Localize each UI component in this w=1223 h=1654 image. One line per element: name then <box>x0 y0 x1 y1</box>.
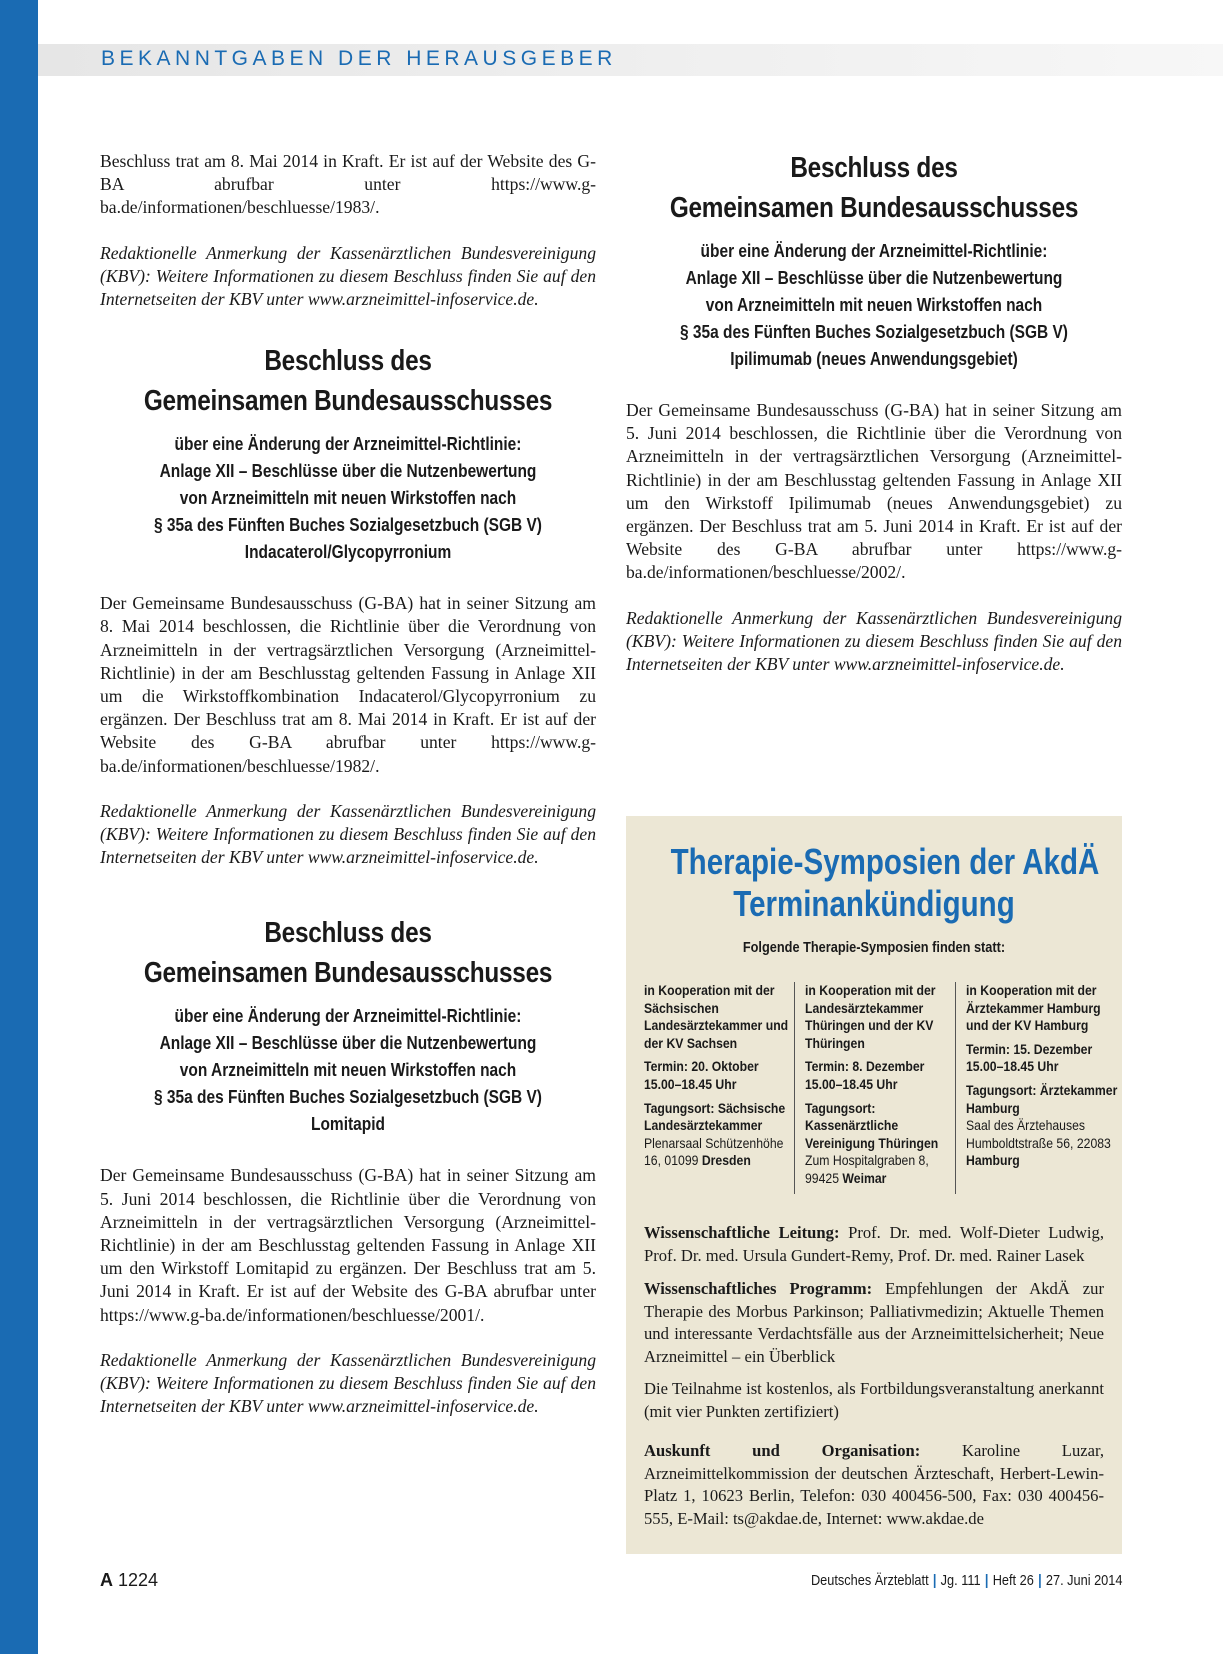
journal-meta <box>811 1572 1122 1589</box>
symposium-event-hamburg <box>966 982 1120 1170</box>
decision-title-line1: Beschluss des <box>264 345 432 378</box>
subtitle-line: Anlage XII – Beschlüsse über die Nutzenbewertung <box>159 1033 537 1054</box>
intro-paragraph: Beschluss trat am 8. Mai 2014 in Kraft. Er ist auf der Website des G-BA abrufbar unter https://www.g-ba.de/informationen/beschluesse/1983/. <box>100 151 596 218</box>
column-divider <box>794 982 795 1194</box>
separator: | <box>1037 1572 1042 1589</box>
substance-name: Indacaterol/Glycopyrronium <box>244 542 452 563</box>
subtitle-line: über eine Änderung der Arzneimittel-Richtlinie: <box>174 1006 522 1027</box>
subtitle-line: § 35a des Fünften Buches Sozialgesetzbuch (SGB V) <box>154 515 542 536</box>
journal-issue: Heft 26 <box>992 1572 1034 1589</box>
symposium-auskunft <box>644 1440 1104 1530</box>
decision-title-line2: Gemeinsamen Bundesausschusses <box>143 385 553 418</box>
symposium-event-weimar <box>805 982 959 1188</box>
symposium-leitung <box>644 1222 1104 1267</box>
editorial-note: Redaktionelle Anmerkung der Kassenärztlichen Bundesvereinigung (KBV): Weitere Informationen zu diesem Beschluss finden Sie auf den Internetseiten der KBV unter www.arzneimittel-infoservice.de. <box>626 607 1122 675</box>
programm-text: Empfehlungen der AkdÄ zur Therapie des Morbus Parkinson; Palliativmedizin; Aktuelle Themen und interessante Verdachtsfälle aus der Arzneimittelsicherheit; Neue Arzneimittel – ein Überblick <box>644 1279 1104 1366</box>
event-venue: Tagungsort: Ärztekammer Hamburg <box>966 1082 1118 1116</box>
page-number <box>100 1570 158 1591</box>
leitung-text: Prof. Dr. med. Wolf-Dieter Ludwig, Prof. Dr. med. Ursula Gundert-Remy, Prof. Dr. med. Rainer Lasek <box>644 1223 1104 1265</box>
substance-name: Ipilimumab (neues Anwendungsgebiet) <box>730 349 1018 369</box>
teilnahme-text: Die Teilnahme ist kostenlos, als Fortbildungsveranstaltung anerkannt (mit vier Punkten zertifiziert) <box>644 1379 1104 1421</box>
decision-title-line1: Beschluss des <box>790 152 958 184</box>
subtitle-line: von Arzneimitteln mit neuen Wirkstoffen nach <box>179 488 517 509</box>
event-address: Saal des Ärztehauses Humboldtstraße 56, 22083 <box>966 1118 1111 1151</box>
journal-date: 27. Juni 2014 <box>1045 1572 1122 1589</box>
column-divider <box>955 982 956 1194</box>
event-city: Dresden <box>701 1153 751 1169</box>
subtitle-line: von Arzneimitteln mit neuen Wirkstoffen nach <box>705 295 1043 315</box>
left-column <box>100 150 596 1418</box>
decision-subtitle <box>135 431 562 566</box>
decision-body: Der Gemeinsame Bundesausschuss (G-BA) hat in seiner Sitzung am 8. Mai 2014 beschlossen, die Richtlinie über die Verordnung von Arzneimitteln in der vertragsärztlichen Versorgung (Arzneimittel-Richtlinie) in der am Beschlusstag geltenden Fassung in Anlage XII um die Wirkstoffkombination Indacaterol/Glycopyrronium zu ergänzen. Der Beschluss trat am 8. Mai 2014 in Kraft. Er ist auf der Website des G-BA abrufbar unter https://www.g-ba.de/informationen/beschluesse/1982/. <box>100 593 596 776</box>
page-prefix: A <box>100 1570 113 1590</box>
journal-volume: Jg. 111 <box>940 1572 981 1589</box>
page-number-value: 1224 <box>118 1570 159 1590</box>
symposium-title-line1: Therapie-Symposien der AkdÄ <box>670 841 1100 882</box>
editorial-note: Redaktionelle Anmerkung der Kassenärztlichen Bundesvereinigung (KBV): Weitere Informationen zu diesem Beschluss finden Sie auf den Internetseiten der KBV unter www.arzneimittel-infoservice.de. <box>100 1349 596 1417</box>
symposium-title <box>670 841 1100 925</box>
decision-body: Der Gemeinsame Bundesausschuss (G-BA) hat in seiner Sitzung am 5. Juni 2014 beschlossen, die Richtlinie über die Verordnung von Arzneimitteln in der vertragsärztlichen Versorgung (Arzneimittel-Richtlinie) in der am Beschlusstag geltenden Fassung in Anlage XII um den Wirkstoff Ipilimumab (neues Anwendungsgebiet) zu ergänzen. Der Beschluss trat am 5. Juni 2014 in Kraft. Er ist auf der Website des G-BA abrufbar unter https://www.g-ba.de/informationen/beschluesse/2002/. <box>626 400 1122 583</box>
right-column <box>626 148 1122 676</box>
subtitle-line: Anlage XII – Beschlüsse über die Nutzenbewertung <box>685 268 1063 288</box>
left-accent-bar <box>0 0 38 1654</box>
decision-lomitapid <box>100 913 596 1418</box>
symposium-title-line2: Terminankündigung <box>733 883 1015 924</box>
programm-label: Wissenschaftliches Programm: <box>644 1279 873 1298</box>
decision-title-line2: Gemeinsamen Bundesausschusses <box>669 192 1079 224</box>
editorial-note: Redaktionelle Anmerkung der Kassenärztlichen Bundesvereinigung (KBV): Weitere Informationen zu diesem Beschluss finden Sie auf den Internetseiten der KBV unter www.arzneimittel-infoservice.de. <box>100 800 596 868</box>
subtitle-line: Anlage XII – Beschlüsse über die Nutzenbewertung <box>159 461 537 482</box>
event-city: Weimar <box>842 1170 887 1186</box>
editorial-note: Redaktionelle Anmerkung der Kassenärztlichen Bundesvereinigung (KBV): Weitere Informationen zu diesem Beschluss finden Sie auf den Internetseiten der KBV unter www.arzneimittel-infoservice.de. <box>100 242 596 310</box>
subtitle-line: § 35a des Fünften Buches Sozialgesetzbuch (SGB V) <box>680 322 1068 342</box>
leitung-label: Wissenschaftliche Leitung: <box>644 1223 840 1242</box>
event-cooperation: in Kooperation mit der Landesärztekammer Thüringen und der KV Thüringen <box>805 983 936 1051</box>
decision-title-line2: Gemeinsamen Bundesausschusses <box>143 957 553 990</box>
separator: | <box>932 1572 936 1589</box>
journal-name: Deutsches Ärzteblatt <box>810 1572 929 1589</box>
symposium-programm <box>644 1278 1104 1368</box>
symposium-event-dresden <box>644 982 798 1170</box>
event-city: Hamburg <box>966 1153 1020 1169</box>
symposium-teilnahme <box>644 1378 1104 1423</box>
subtitle-line: § 35a des Fünften Buches Sozialgesetzbuch (SGB V) <box>154 1087 542 1108</box>
event-date: Termin: 15. Dezember 15.00–18.45 Uhr <box>966 1041 1093 1075</box>
decision-subtitle <box>661 238 1088 373</box>
section-header: BEKANNTGABEN DER HERAUSGEBER <box>101 47 617 70</box>
decision-ipilimumab <box>626 148 1122 676</box>
decision-indacaterol <box>100 341 596 869</box>
event-date: Termin: 8. Dezember 15.00–18.45 Uhr <box>805 1059 925 1092</box>
auskunft-text: Karoline Luzar, Arzneimittelkommission der deutschen Ärzteschaft, Herbert-Lewin-Platz 1, 10623 Berlin, Telefon: 030 400456-500, Fax: 030 400456-555, E-Mail: ts@akdae.de, Internet: www.akdae.de <box>644 1441 1104 1528</box>
event-cooperation: in Kooperation mit der Ärztekammer Hamburg und der KV Hamburg <box>966 983 1101 1034</box>
separator: | <box>984 1572 988 1589</box>
subtitle-line: über eine Änderung der Arzneimittel-Richtlinie: <box>700 241 1048 261</box>
subtitle-line: über eine Änderung der Arzneimittel-Richtlinie: <box>174 434 522 455</box>
substance-name: Lomitapid <box>311 1114 385 1135</box>
event-address: Zum Hospitalgraben 8, 99425 <box>805 1153 929 1186</box>
event-venue: Tagungsort: Kassenärztliche Vereinigung Thüringen <box>805 1100 939 1151</box>
event-cooperation: in Kooperation mit der Sächsischen Landesärztekammer und der KV Sachsen <box>644 983 789 1051</box>
symposium-box <box>626 816 1122 1554</box>
decision-subtitle <box>135 1003 562 1138</box>
subtitle-line: von Arzneimitteln mit neuen Wirkstoffen nach <box>179 1060 517 1081</box>
symposium-intro: Folgende Therapie-Symposien finden statt: <box>742 940 1006 956</box>
auskunft-label: Auskunft und Organisation: <box>644 1441 921 1460</box>
event-venue: Tagungsort: Sächsische Landesärztekammer <box>644 1100 786 1134</box>
decision-body: Der Gemeinsame Bundesausschuss (G-BA) hat in seiner Sitzung am 5. Juni 2014 beschlossen, die Richtlinie über die Verordnung von Arzneimitteln in der vertragsärztlichen Versorgung (Arzneimittel-Richtlinie) in der am Beschlusstag geltenden Fassung in Anlage XII um den Wirkstoff Lomitapid zu ergänzen. Der Beschluss trat am 5. Juni 2014 in Kraft. Er ist auf der Website des G-BA abrufbar unter https://www.g-ba.de/informationen/beschluesse/2001/. <box>100 1165 596 1325</box>
decision-title-line1: Beschluss des <box>264 917 432 950</box>
event-address: Plenarsaal Schützenhöhe 16, 01099 <box>644 1135 784 1169</box>
event-date: Termin: 20. Oktober 15.00–18.45 Uhr <box>644 1059 759 1092</box>
